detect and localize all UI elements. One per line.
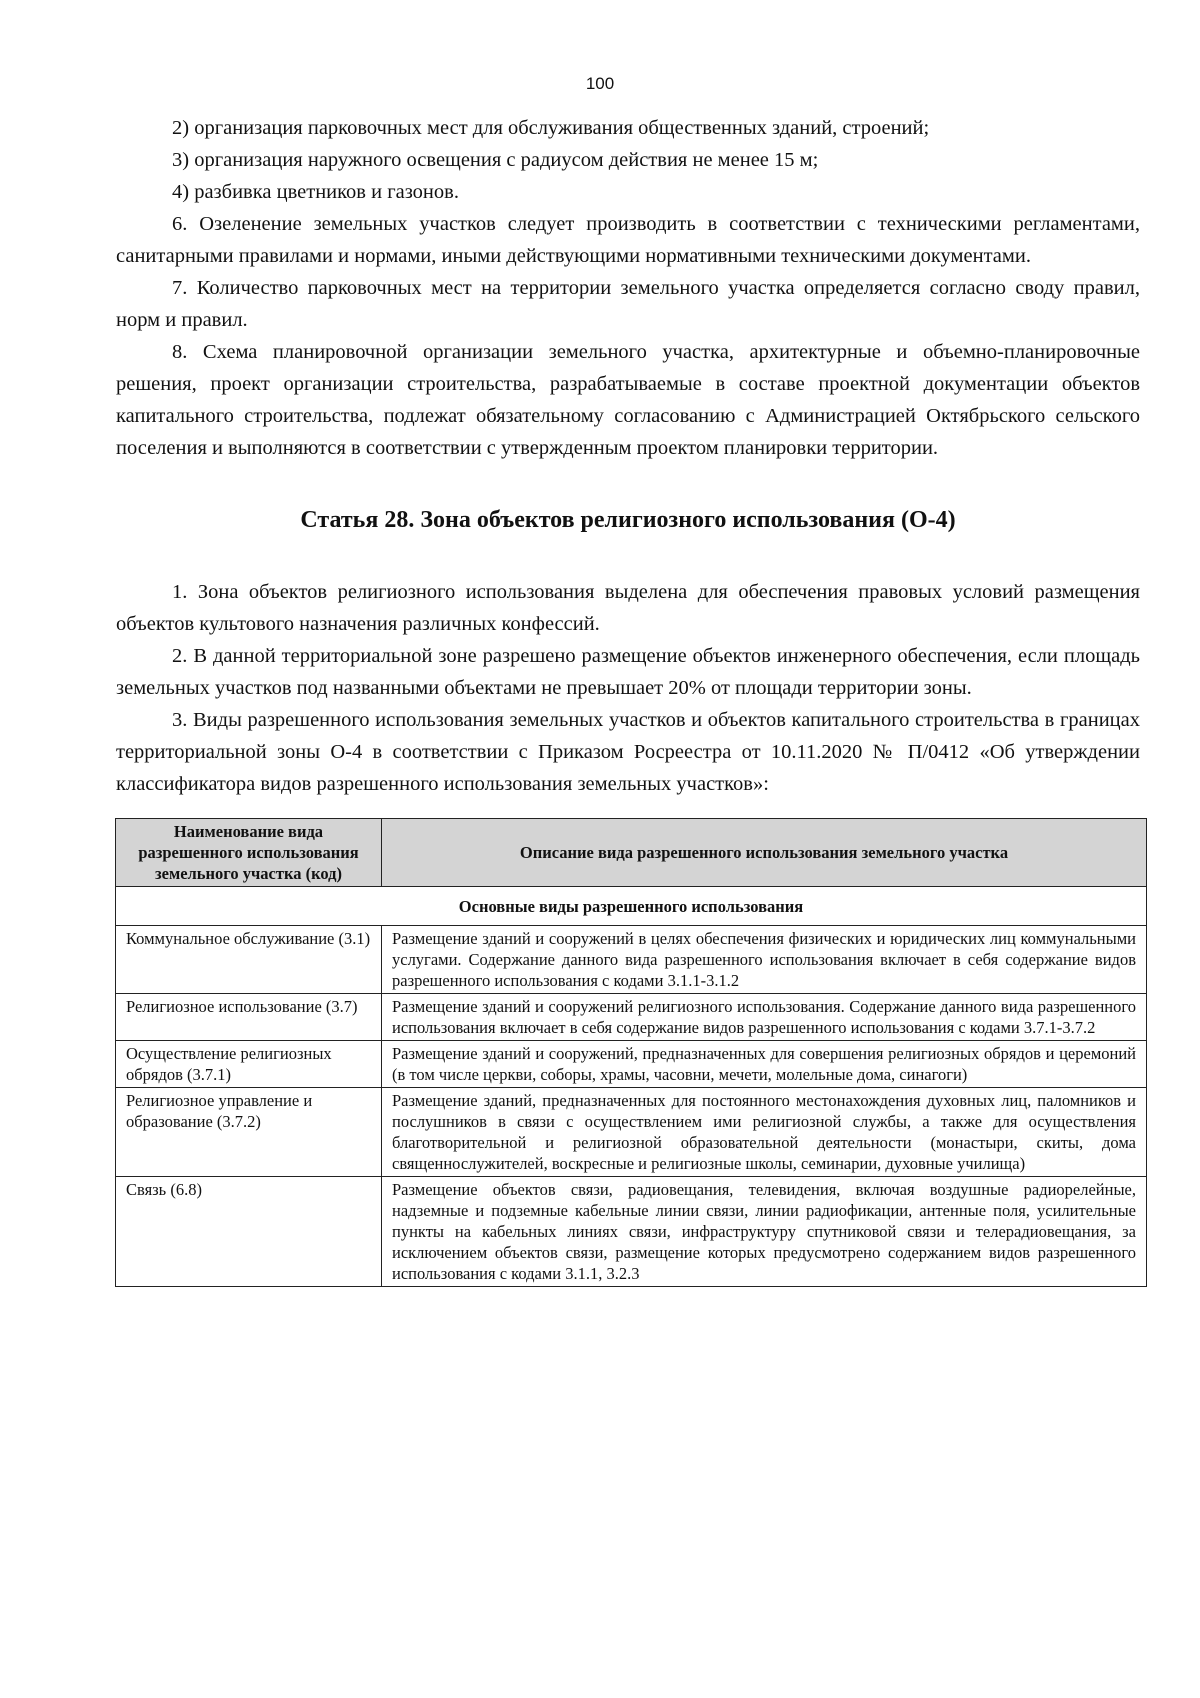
section-title: Основные виды разрешенного использования (116, 887, 1147, 926)
usage-description: Размещение зданий и сооружений, предназначенных для совершения религиозных обрядов и церемоний (в том числе церкви, соборы, храмы, часовни, мечети, молельные дома, синагоги) (382, 1041, 1147, 1088)
usage-name: Религиозное управление и образование (3.7.2) (116, 1088, 382, 1177)
page-number: 100 (585, 74, 615, 93)
usage-name: Религиозное использование (3.7) (116, 994, 382, 1041)
usage-description: Размещение зданий и сооружений в целях обеспечения физических и юридических лиц коммунальными услугами. Содержание данного вида разрешенного использования включает в себя содержание видов разрешенного использования с кодами 3.1.1-3.1.2 (382, 926, 1147, 994)
table-header-row (116, 819, 1147, 887)
paragraph-usage-types: 3. Виды разрешенного использования земельных участков и объектов капитального строительства в границах территориальной зоны О-4 в соответствии с Приказом Росреестра от 10.11.2020 № П/0412 «Об утверждении классификатора видов разрешенного использования земельных участков»: (116, 709, 1140, 795)
paragraph-parking-count: 7. Количество парковочных мест на территории земельного участка определяется согласно своду правил, норм и правил. (116, 277, 1140, 331)
table-row (116, 1177, 1147, 1287)
list-item-lighting: 3) организация наружного освещения с радиусом действия не менее 15 м; (172, 149, 819, 171)
header-usage-name: Наименование вида разрешенного использования земельного участка (код) (116, 819, 382, 887)
list-item-flowerbeds: 4) разбивка цветников и газонов. (172, 181, 459, 203)
paragraph-planning-scheme: 8. Схема планировочной организации земельного участка, архитектурные и объемно-планировочные решения, проект организации строительства, разрабатываемые в составе проектной документации объектов капитального строительства, подлежат обязательному согласованию с Администрацией Октябрьского сельского поселения и выполняются в соответствии с утвержденным проектом планировки территории. (116, 341, 1140, 459)
table-row (116, 926, 1147, 994)
table-row (116, 1041, 1147, 1088)
usage-name: Осуществление религиозных обрядов (3.7.1) (116, 1041, 382, 1088)
article-heading: Статья 28. Зона объектов религиозного использования (О-4) (300, 507, 956, 533)
usage-description: Размещение объектов связи, радиовещания, телевидения, включая воздушные радиорелейные, надземные и подземные кабельные линии связи, линии радиофикации, антенные поля, усилительные пункты на кабельных линиях связи, инфраструктуру спутниковой связи и телерадиовещания, за исключением объектов связи, размещение которых предусмотрено содержанием видов разрешенного использования с кодами 3.1.1, 3.2.3 (382, 1177, 1147, 1287)
list-item-parking: 2) организация парковочных мест для обслуживания общественных зданий, строений; (172, 117, 930, 139)
paragraph-zone-purpose: 1. Зона объектов религиозного использования выделена для обеспечения правовых условий размещения объектов культового назначения различных конфессий. (116, 581, 1140, 635)
table-row (116, 994, 1147, 1041)
usage-description: Размещение зданий и сооружений религиозного использования. Содержание данного вида разрешенного использования включает в себя содержание видов разрешенного использования с кодами 3.7.1-3.7.2 (382, 994, 1147, 1041)
usage-types-table (115, 818, 1147, 1287)
paragraph-engineering: 2. В данной территориальной зоне разрешено размещение объектов инженерного обеспечения, если площадь земельных участков под названными объектами не превышает 20% от площади территории зоны. (116, 645, 1140, 699)
table-row (116, 1088, 1147, 1177)
usage-description: Размещение зданий, предназначенных для постоянного местонахождения духовных лиц, паломников и послушников в связи с осуществлением ими религиозной службы, а также для осуществления благотворительной и религиозной образовательной деятельности (монастыри, скиты, дома священнослужителей, воскресные и религиозные школы, семинарии, духовные училища) (382, 1088, 1147, 1177)
page-content (116, 112, 1140, 1287)
header-usage-description: Описание вида разрешенного использования земельного участка (382, 819, 1147, 887)
table-section-row (116, 887, 1147, 926)
paragraph-greening: 6. Озеленение земельных участков следует производить в соответствии с техническими регламентами, санитарными правилами и нормами, иными действующими нормативными техническими документами. (116, 213, 1140, 267)
usage-name: Связь (6.8) (116, 1177, 382, 1287)
usage-name: Коммунальное обслуживание (3.1) (116, 926, 382, 994)
